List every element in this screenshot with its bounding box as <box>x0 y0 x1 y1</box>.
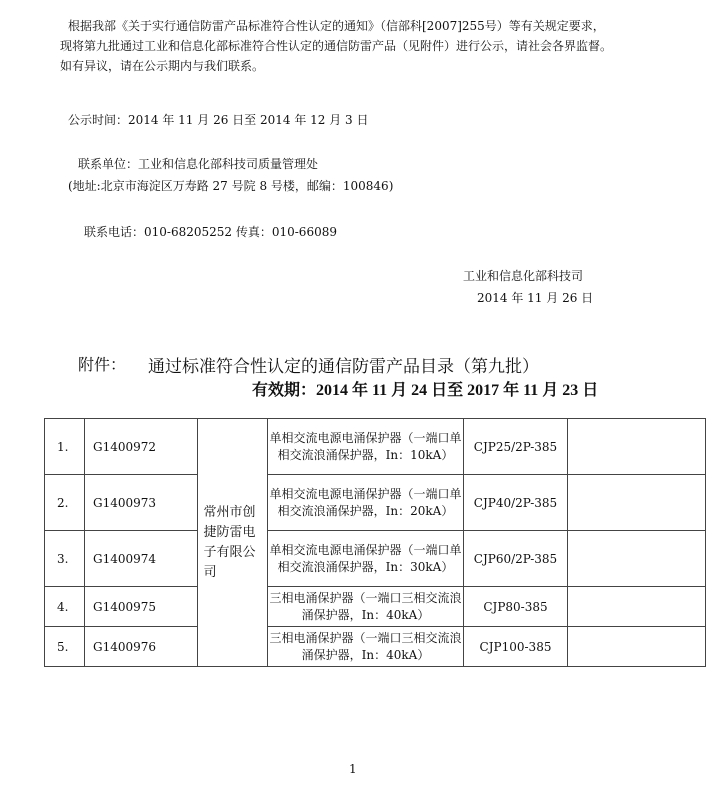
remarks-cell <box>568 475 706 531</box>
intro-line-3: 如有异议，请在公示期内与我们联系。 <box>60 59 265 73</box>
product-code: G1400972 <box>85 419 198 475</box>
intro-line-1: 根据我部《关于实行通信防雷产品标准符合性认定的通知》（信部科[2007]255号）等有关规定要求， <box>68 19 605 33</box>
signature-org: 工业和信息化部科技司 <box>463 269 584 283</box>
product-name: 三相电涌保护器（一端口三相交流浪涌保护器，In：40kA） <box>268 587 464 627</box>
row-number: 5. <box>45 627 85 667</box>
product-table <box>44 418 706 667</box>
row-number: 2. <box>45 475 85 531</box>
row-number: 1. <box>45 419 85 475</box>
validity-period: 有效期：2014 年 11 月 24 日至 2017 年 11 月 23 日 <box>252 382 599 399</box>
company-name-text: 常州市创捷防雷电子有限公司 <box>203 504 256 580</box>
notice-period: 公示时间：2014 年 11 月 26 日至 2014 年 12 月 3 日 <box>68 113 369 127</box>
product-code: G1400976 <box>85 627 198 667</box>
company-name <box>198 419 268 667</box>
row-number: 3. <box>45 531 85 587</box>
attachment-title: 通过标准符合性认定的通信防雷产品目录（第九批） <box>148 357 539 377</box>
contact-phone-fax: 联系电话：010-68205252 传真：010-66089 <box>84 225 337 239</box>
table-row <box>45 587 706 627</box>
attachment-title-row <box>0 352 707 376</box>
page-number: 1 <box>349 762 357 776</box>
table-row <box>45 419 706 475</box>
product-model: CJP60/2P-385 <box>464 531 568 587</box>
product-code: G1400974 <box>85 531 198 587</box>
remarks-cell <box>568 419 706 475</box>
signature-date: 2014 年 11 月 26 日 <box>477 291 594 305</box>
product-code: G1400975 <box>85 587 198 627</box>
contact-address: (地址:北京市海淀区万寿路 27 号院 8 号楼，邮编：100846) <box>68 179 394 193</box>
product-name: 单相交流电源电涌保护器（一端口单相交流浪涌保护器，In：30kA） <box>268 531 464 587</box>
product-model: CJP80-385 <box>464 587 568 627</box>
row-number: 4. <box>45 587 85 627</box>
table-row <box>45 531 706 587</box>
remarks-cell <box>568 587 706 627</box>
product-model: CJP40/2P-385 <box>464 475 568 531</box>
product-name: 三相电涌保护器（一端口三相交流浪涌保护器，In：40kA） <box>268 627 464 667</box>
product-name: 单相交流电源电涌保护器（一端口单相交流浪涌保护器，In：10kA） <box>268 419 464 475</box>
intro-paragraph <box>60 16 668 76</box>
product-model: CJP100-385 <box>464 627 568 667</box>
attachment-label: 附件： <box>78 355 127 374</box>
remarks-cell <box>568 531 706 587</box>
product-code: G1400973 <box>85 475 198 531</box>
table-row <box>45 627 706 667</box>
contact-unit: 联系单位：工业和信息化部科技司质量管理处 <box>78 157 319 171</box>
product-name: 单相交流电源电涌保护器（一端口单相交流浪涌保护器，In：20kA） <box>268 475 464 531</box>
intro-line-2: 现将第九批通过工业和信息化部标准符合性认定的通信防雷产品（见附件）进行公示，请社会各界监督。 <box>60 39 613 53</box>
product-model: CJP25/2P-385 <box>464 419 568 475</box>
table-row <box>45 475 706 531</box>
remarks-cell <box>568 627 706 667</box>
